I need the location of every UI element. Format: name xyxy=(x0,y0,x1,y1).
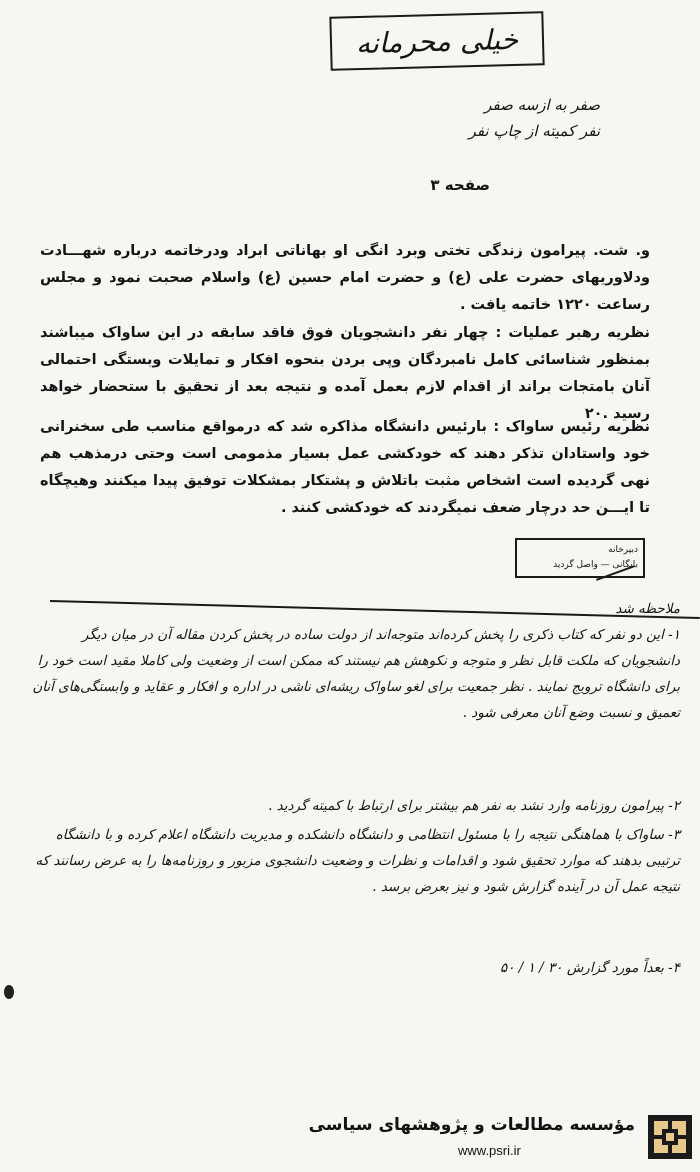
paragraph-label: نظریه رهبر عملیات : xyxy=(495,325,650,341)
handwritten-note-1 xyxy=(20,596,680,726)
paragraph-label: نظریه رئیس ساواک : xyxy=(493,419,650,435)
typed-paragraph-2-text: چهار نفر دانشجویان فوق فاقد سابقه در این ساواک میباشند بمنظور شناسائی کامل نامبردگان وپی بردن بنحوه افکار و تمایلات وبستگی احتمالی آنان بامتجات براند از اقدام لازم بعمل آمده و نتیجه بعد از تحقیق با ستحضار خواهد رسید .۲۰ xyxy=(40,325,650,422)
page-number: صفحه ۳ xyxy=(430,176,490,194)
registration-stamp-line-1: دبیرخانه xyxy=(608,545,638,555)
handwritten-item-1: ۱- این دو نفر که کتاب ذکری را پخش کرده‌اند متوجه‌اند از دولت ساده در پخش کردن مقاله آن در میان دیگر دانشجویان که ملکت قابل نظر و متوجه و نکوهش هم نیستند که ممکن است از وضعیت ولی کاملا مقید است خود را برای دانشگاه ترویج نمایند . نظر جمعیت برای لغو ساواک ریشه‌ای ناشی در اداره و افکار و عقاید و وابستگی‌های آنان تعمیق و نسبت وضع آنان معرفی شود . xyxy=(32,627,680,721)
handwritten-item-2: ۲- پیرامون روزنامه وارد نشد به نفر هم بیشتر برای ارتباط با کمیته گردید . xyxy=(268,798,680,814)
handwritten-note-3 xyxy=(20,822,680,900)
scan-speck xyxy=(4,985,14,999)
typed-paragraph-savak-head-opinion xyxy=(40,414,650,522)
handwritten-addressee: ملاحظه شد xyxy=(615,601,680,617)
handwritten-note-2 xyxy=(20,793,680,819)
typed-paragraph-1 xyxy=(40,238,650,319)
typed-paragraph-3-text: بارئیس دانشگاه مذاکره شد که درمواقع مناسب طی سخنرانی خود واستادان تذکر دهند که خودکشی عمل بسیار مذمومی است وحتی درمذهب هم نهی گردیده است اشخاص مثبت باتلاش و پشتکار بمشکلات توفیق پیدا میکنند وهیچگاه تا ایـــن حد درچار ضعف نمیگردند که خودکشی کنند . xyxy=(40,419,650,516)
registration-stamp-line-2: بایگانی — واصل گردید xyxy=(553,560,638,570)
institute-logo-icon xyxy=(648,1115,692,1159)
classification-stamp: خیلی محرمانه xyxy=(329,11,544,71)
typed-paragraph-1-text: و. شت. پیرامون زندگی تختی وبرد انگی او بهاناتی ابراد ودرخاتمه درباره شهـــادت ودلاوریهای حضرت علی (ع) و حضرت امام حسین (ع) واسلام صحبت نمود و مجلس رساعت ۱۲۲۰ خاتمه یافت . xyxy=(40,243,650,313)
typed-paragraph-operations-opinion xyxy=(40,320,650,428)
institute-url: www.psri.ir xyxy=(458,1143,521,1158)
institute-name: مؤسسه مطالعات و پژوهشهای سیاسی xyxy=(308,1115,635,1135)
header-line-2: نفر کمیته از چاپ نفر xyxy=(468,122,600,140)
handwritten-item-3: ۳- ساواک با هماهنگی نتیجه را با مسئول انتظامی و دانشگاه دانشکده و مدیریت دانشگاه اعلام کرده و با دانشگاه ترتیبی بدهند که موارد تحقیق شود و اقدامات و نظرات و وضعیت دانشجوی مزبور و روزنامه‌ها را به عرض رسانند که نتیجه عمل آن در آینده گزارش شود و نیز بعرض برسد . xyxy=(35,827,680,895)
handwritten-note-4 xyxy=(20,955,680,981)
handwritten-item-4: ۴- بعداً مورد گزارش ۳۰ / ۱ / ۵۰ xyxy=(499,960,680,976)
header-line-1: صفر به ازسه صفر xyxy=(484,96,600,114)
